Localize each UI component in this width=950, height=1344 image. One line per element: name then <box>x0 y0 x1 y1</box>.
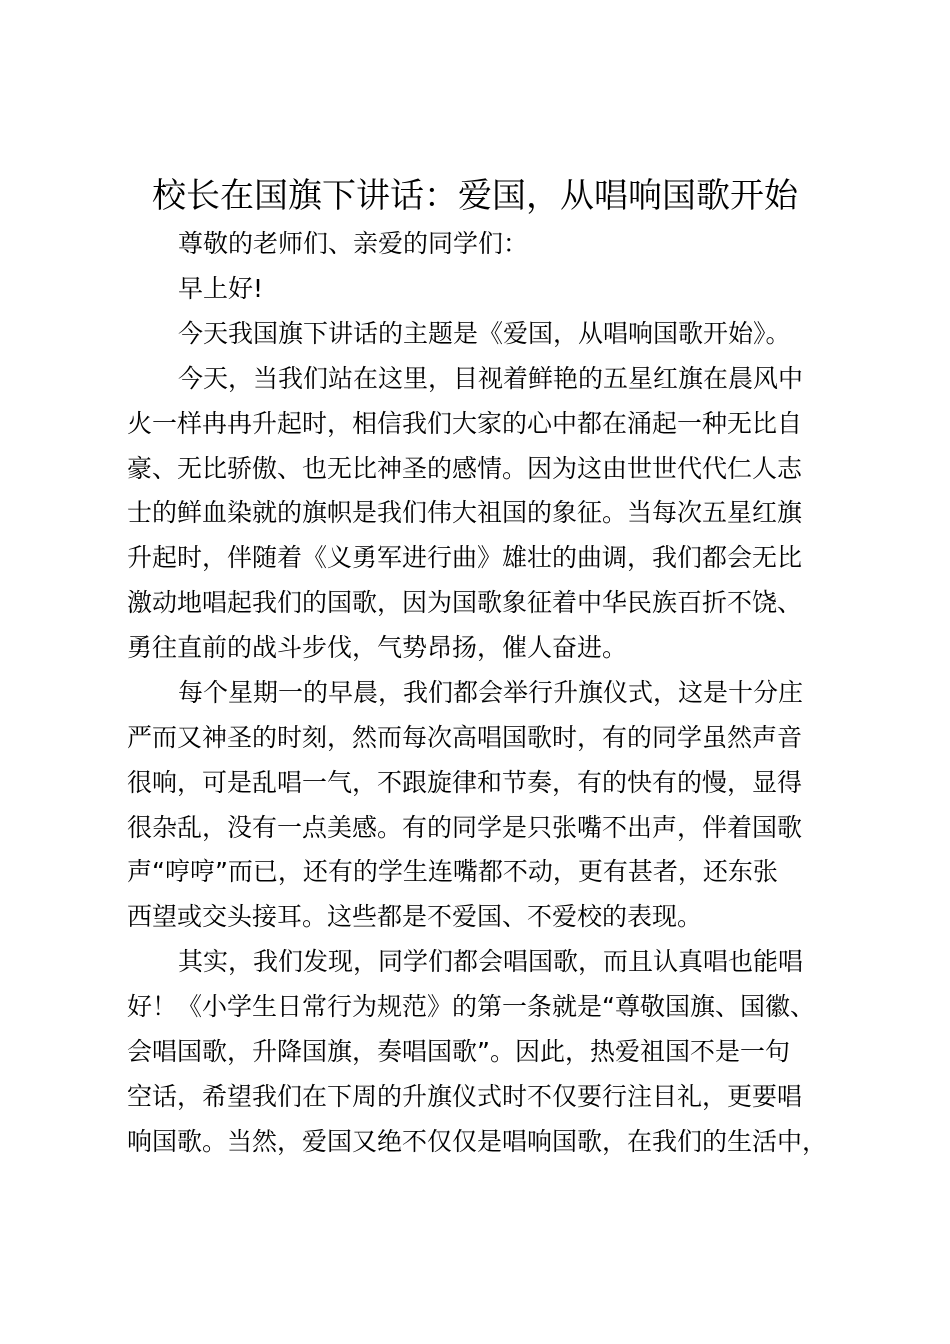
paragraph-line: 今天，当我们站在这里，目视着鲜艳的五星红旗在晨风中 <box>178 364 804 393</box>
paragraph-line: 响国歌。当然，爱国又绝不仅仅是唱响国歌，在我们的生活中， <box>127 1127 828 1156</box>
paragraph-line: 勇往直前的战斗步伐，气势昂扬，催人奋进。 <box>127 633 628 662</box>
paragraph-line: 其实，我们发现，同学们都会唱国歌，而且认真唱也能唱 <box>178 947 804 976</box>
paragraph-line: 火一样冉冉升起时，相信我们大家的心中都在涌起一种无比自 <box>127 409 803 438</box>
paragraph-line: 很响，可是乱唱一气，不跟旋律和节奏，有的快有的慢，显得 <box>127 768 803 797</box>
paragraph-line: 西望或交头接耳。这些都是不爱国、不爱校的表现。 <box>127 902 703 931</box>
paragraph-line: 声“哼哼”而已，还有的学生连嘴都不动，更有甚者，还东张 <box>127 857 778 886</box>
paragraph-line: 严而又神圣的时刻，然而每次高唱国歌时，有的同学虽然声音 <box>127 723 803 752</box>
paragraph-line: 空话，希望我们在下周的升旗仪式时不仅要行注目礼，更要唱 <box>127 1082 803 1111</box>
paragraph-line: 会唱国歌，升降国旗，奏唱国歌”。因此，热爱祖国不是一句 <box>127 1037 790 1066</box>
paragraph-line: 士的鲜血染就的旗帜是我们伟大祖国的象征。当每次五星红旗 <box>127 498 803 527</box>
paragraph-line: 很杂乱，没有一点美感。有的同学是只张嘴不出声，伴着国歌 <box>127 813 803 842</box>
salutation-line: 尊敬的老师们、亲爱的同学们： <box>178 229 529 258</box>
document-title: 校长在国旗下讲话：爱国，从唱响国歌开始 <box>152 176 798 216</box>
greeting-line: 早上好! <box>178 274 264 303</box>
paragraph-line: 每个星期一的早晨，我们都会举行升旗仪式，这是十分庄 <box>178 678 804 707</box>
paragraph-line: 激动地唱起我们的国歌，因为国歌象征着中华民族百折不饶、 <box>127 588 803 617</box>
paragraph-line: 今天我国旗下讲话的主题是《爱国，从唱响国歌开始》。 <box>178 319 791 348</box>
paragraph-line: 升起时，伴随着《义勇军进行曲》雄壮的曲调，我们都会无比 <box>127 543 803 572</box>
paragraph-line: 好！《小学生日常行为规范》的第一条就是“尊敬国旗、国徽、 <box>127 992 815 1021</box>
paragraph-line: 豪、无比骄傲、也无比神圣的感情。因为这由世世代代仁人志 <box>127 454 803 483</box>
